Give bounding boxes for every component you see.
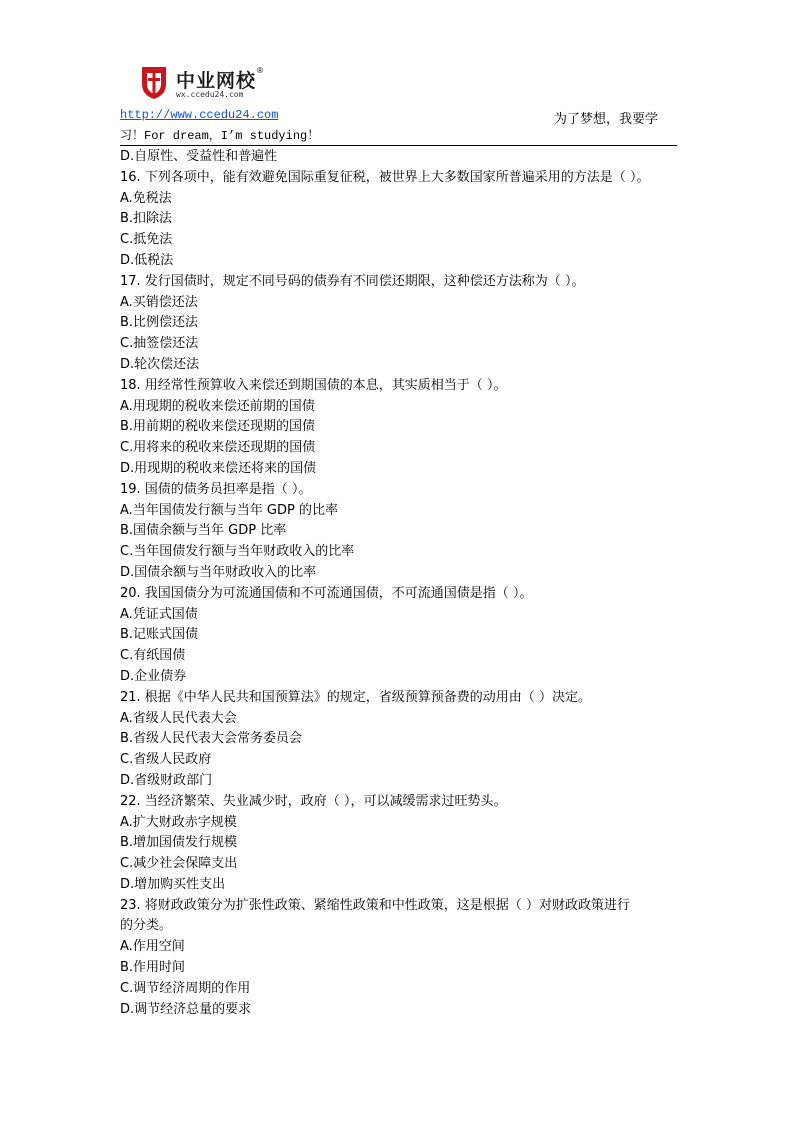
option-line: A.买销偿还法: [120, 294, 198, 310]
question-line-continued: 的分类。: [120, 918, 173, 934]
option-line: D.轮次偿还法: [120, 356, 200, 372]
logo-title: 中业网校®: [176, 66, 266, 92]
option-line: A.扩大财政赤字规模: [120, 814, 237, 830]
option-line: B.省级人民代表大会常务委员会: [120, 731, 303, 747]
option-line: A.免税法: [120, 190, 172, 206]
option-line: A.省级人民代表大会: [120, 710, 237, 726]
question-line: 18. 用经常性预算收入来偿还到期国债的本息，其实质相当于（ ）。: [120, 377, 507, 393]
option-line: C.调节经济周期的作用: [120, 980, 251, 996]
option-line: A.用现期的税收来偿还前期的国债: [120, 398, 315, 414]
question-line: 20. 我国国债分为可流通国债和不可流通国债，不可流通国债是指（ ）。: [120, 585, 533, 601]
option-line: B.作用时间: [120, 960, 186, 976]
slogan: 为了梦想，我要学: [554, 112, 659, 127]
question-list: [120, 147, 680, 1020]
option-line: B.记账式国债: [120, 627, 199, 643]
question-line: 22. 当经济繁荣、失业减少时，政府（ ），可以减缓需求过旺势头。: [120, 793, 507, 809]
option-line: D.用现期的税收来偿还将来的国债: [120, 460, 317, 476]
option-line: D.低税法: [120, 252, 174, 268]
option-line: B.国债余额与当年 GDP 比率: [120, 523, 287, 539]
option-line: C.省级人民政府: [120, 752, 212, 768]
option-line: C.减少社会保障支出: [120, 856, 238, 872]
question-line: 17. 发行国债时，规定不同号码的债券有不同偿还期限，这种偿还方法称为（ ）。: [120, 273, 585, 289]
question-line: 16. 下列各项中，能有效避免国际重复征税，被世界上大多数国家所普遍采用的方法是（ ）。: [120, 169, 650, 185]
question-line: 19. 国债的债务员担率是指（ ）。: [120, 481, 312, 497]
option-line: D.企业债券: [120, 668, 187, 684]
option-line: B.增加国债发行规模: [120, 835, 238, 851]
header-divider: [120, 145, 677, 146]
option-line: A.凭证式国债: [120, 606, 198, 622]
option-line: A.当年国债发行额与当年 GDP 的比率: [120, 502, 338, 518]
option-line: D.自原性、受益性和普遍性: [120, 149, 278, 164]
question-line: 23. 将财政政策分为扩张性政策、紧缩性政策和中性政策，这是根据（ ）对财政政策进行: [120, 897, 630, 913]
option-line: B.扣除法: [120, 211, 173, 227]
option-line: C.用将来的税收来偿还现期的国债: [120, 440, 316, 456]
logo-url: wx.ccedu24.com: [176, 90, 244, 99]
option-line: C.有纸国债: [120, 648, 186, 664]
slogan-continued: 习！For dream，I’m studying！: [120, 129, 320, 143]
logo-shield-icon: [138, 64, 170, 100]
option-line: C.当年国债发行额与当年财政收入的比率: [120, 544, 355, 560]
question-line: 21. 根据《中华人民共和国预算法》的规定，省级预算预备费的动用由（ ）决定。: [120, 689, 591, 705]
option-line: B.用前期的税收来偿还现期的国债: [120, 419, 316, 435]
option-line: D.省级财政部门: [120, 772, 213, 788]
logo: [138, 64, 278, 104]
option-line: C.抵免法: [120, 232, 173, 248]
option-line: C.抽签偿还法: [120, 336, 199, 352]
option-line: D.增加购买性支出: [120, 876, 226, 892]
registered-mark: ®: [256, 66, 266, 75]
option-line: A.作用空间: [120, 939, 185, 955]
option-line: B.比例偿还法: [120, 315, 199, 331]
option-line: D.调节经济总量的要求: [120, 1001, 252, 1017]
option-line: D.国债余额与当年财政收入的比率: [120, 564, 317, 580]
website-link[interactable]: http://www.ccedu24.com: [120, 108, 279, 122]
